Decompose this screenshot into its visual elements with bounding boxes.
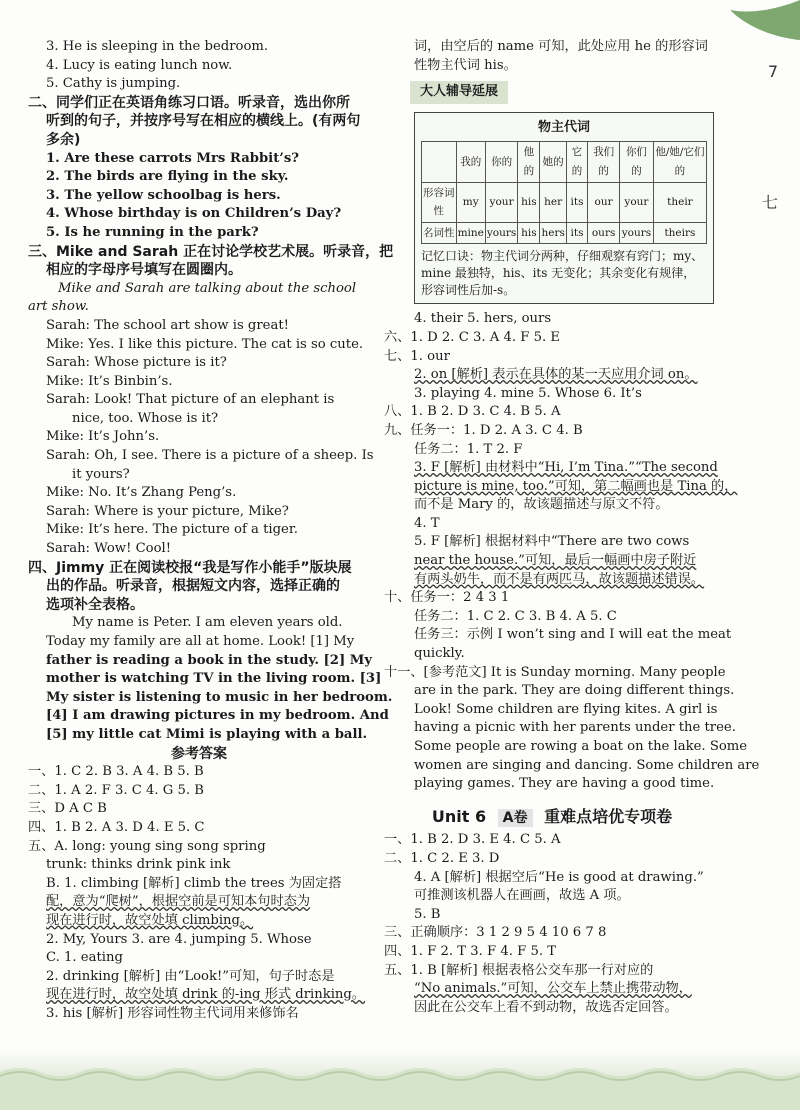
table-row	[422, 222, 707, 244]
answer-line: 2. drinking [解析] 由“Look!”可知，句子时态是	[46, 968, 335, 984]
table-cell: hers	[540, 222, 566, 244]
explanation-line: 4. A [解析] 根据空后“He is good at drawing.”	[414, 869, 704, 885]
table-cell: his	[518, 222, 540, 244]
table-cell: our	[588, 182, 620, 222]
memory-rhyme: 记忆口诀：物主代词分两种，仔细观察有窍门；my、mine 最独特，his、its 无变化；其余变化有规律，形容词性后加-s。	[421, 249, 704, 298]
unit-badge: A卷	[498, 809, 533, 828]
answer-line: 七、1. our	[384, 348, 450, 364]
pronoun-box	[414, 112, 714, 305]
explanation-line: 2. on [解析] 表示在具体的某一天应用介词 on。	[414, 367, 698, 383]
answer-line: 三、正确顺序：3 1 2 9 5 4 10 6 7 8	[384, 925, 607, 941]
table-cell: my	[456, 182, 485, 222]
dialogue-line: Sarah: Whose picture is it?	[46, 355, 227, 371]
answer-line: 4. T	[414, 515, 440, 531]
section-heading: 四、Jimmy 正在阅读校报“我是写作小能手”版块展	[28, 559, 352, 576]
dialogue-line: Mike: It’s Binbin’s.	[46, 373, 173, 389]
table-cell: 它的	[566, 142, 587, 182]
answer-line: 2. My, Yours 3. are 4. jumping 5. Whose	[46, 931, 312, 947]
answer-line: 五、A. long: young sing song spring	[28, 838, 266, 854]
table-cell: their	[653, 182, 706, 222]
dialogue-line: Sarah: Look! That picture of an elephant is	[46, 392, 335, 408]
table-cell: 他的	[518, 142, 540, 182]
explanation-line: 词，由空后的 name 可知，此处应用 he 的形容词	[414, 39, 708, 54]
dialogue-line: Sarah: Wow! Cool!	[46, 541, 172, 557]
passage-line: [5] my little cat Mimi is playing with a ball.	[46, 726, 368, 742]
section-heading: 选项补全表格。	[46, 596, 144, 613]
passage-line: mother is watching TV in the living room. [3]	[46, 671, 382, 687]
section-heading: 相应的字母序号填写在圆圈内。	[46, 262, 242, 279]
explanation-line: 性物主代词 his。	[414, 57, 517, 73]
table-cell: 我的	[456, 142, 485, 182]
answer-line: 一、1. B 2. D 3. E 4. C 5. A	[384, 832, 561, 848]
answer-line: 一、1. C 2. B 3. A 4. B 5. B	[28, 764, 204, 780]
passage-line: father is reading a book in the study. [2] My	[46, 652, 373, 668]
side-chapter-mark: 七	[761, 193, 778, 212]
tutor-extension-banner: 大人辅导延展	[410, 81, 508, 104]
answer-line: 5. B	[414, 906, 441, 922]
side-page-mark: 7	[767, 62, 778, 81]
answer-line: B. 1. climbing [解析] climb the trees 为固定搭	[46, 875, 342, 891]
answer-line: 八、1. B 2. D 3. C 4. B 5. A	[384, 404, 561, 420]
essay-line: playing games. They are having a good time.	[414, 776, 715, 792]
explanation-line: 可推测该机器人在画画，故选 A 项。	[414, 888, 630, 904]
essay-line: Some people are rowing a boat on the lake. Some	[414, 739, 748, 754]
table-cell: mine	[456, 222, 485, 244]
answer-line: 任务二：1. T 2. F	[414, 441, 523, 457]
sentence-line: 4. Whose birthday is on Children’s Day?	[46, 206, 342, 222]
unit-title: 重难点培优专项卷	[544, 806, 673, 826]
wave-border-icon	[0, 1050, 800, 1110]
explanation-line: 现在进行时，故空处填 drink 的-ing 形式 drinking。	[46, 987, 366, 1003]
answer-line: 二、1. A 2. F 3. C 4. G 5. B	[28, 782, 205, 798]
passage-line: My sister is listening to music in her bedroom.	[46, 689, 393, 705]
corner-leaf-decoration	[710, 0, 800, 50]
essay-line: are in the park. They are doing different things.	[414, 683, 735, 699]
explanation-line: near the house.”可知，最后一幅画中房子附近	[414, 553, 697, 569]
section-heading: 三、Mike and Sarah 正在讨论学校艺术展。听录音，把	[28, 243, 394, 260]
answer-line: 5. Cathy is jumping.	[46, 76, 181, 92]
answer-line: 3. his [解析] 形容词性物主代词用来修饰名	[46, 1005, 299, 1021]
dialogue-line: Sarah: Oh, I see. There is a picture of a sheep. Is	[46, 448, 374, 464]
section-heading: 二、同学们正在英语角练习口语。听录音，选出你所	[28, 94, 350, 111]
explanation-line: 5. F [解析] 根据材料中“There are two cows	[414, 534, 690, 550]
unit-heading	[384, 808, 720, 828]
essay-line: having a picnic with her parents under the tree.	[414, 720, 736, 736]
answer-line: C. 1. eating	[46, 950, 123, 966]
table-cell: 你们的	[620, 142, 654, 182]
table-cell: your	[485, 182, 517, 222]
answer-line: 任务三：示例 I won’t sing and I will eat the meat	[414, 627, 732, 643]
answer-line: 3. playing 4. mine 5. Whose 6. It’s	[414, 385, 642, 401]
dialogue-line: it yours?	[72, 466, 130, 482]
right-column	[384, 38, 760, 1017]
dialogue-line: Mike: It’s John’s.	[46, 429, 160, 445]
passage-line: Today my family are all at home. Look! [1] My	[46, 634, 355, 649]
essay-line: women are singing and dancing. Some children are	[414, 757, 760, 773]
answer-line: quickly.	[414, 646, 465, 662]
answer-line: 九、任务一：1. D 2. A 3. C 4. B	[384, 422, 583, 438]
answer-line: 二、1. C 2. E 3. D	[384, 850, 500, 866]
answer-line: 三、D A C B	[28, 801, 107, 817]
answer-line: 4. Lucy is eating lunch now.	[46, 57, 233, 73]
table-cell: his	[518, 182, 540, 222]
dialogue-line: Mike: Yes. I like this picture. The cat is so cute.	[46, 336, 364, 352]
table-cell: 形容词性	[422, 182, 457, 222]
table-cell: yours	[620, 222, 654, 244]
pronoun-table-title: 物主代词	[537, 119, 590, 135]
table-cell: your	[620, 182, 654, 222]
answer-line: trunk: thinks drink pink ink	[46, 857, 231, 873]
explanation-line: picture is mine, too.”可知，第二幅画也是 Tina 的，	[414, 478, 738, 494]
table-cell: its	[566, 222, 587, 244]
table-cell: 名词性	[422, 222, 457, 244]
essay-line: 十一、[参考范文] It is Sunday morning. Many people	[384, 664, 726, 680]
explanation-line: 配，意为“爬树”，根据空前是可知本句时态为	[46, 894, 311, 910]
section-heading: 出的作品。听录音，根据短文内容，选择正确的	[46, 578, 340, 595]
table-cell: ours	[588, 222, 620, 244]
explanation-line: 3. F [解析] 由材料中“Hi, I’m Tina.”“The second	[414, 460, 718, 476]
unit-name: Unit 6	[431, 806, 487, 826]
dialogue-intro: art show.	[28, 299, 89, 315]
answer-line: 四、1. B 2. A 3. D 4. E 5. C	[28, 819, 205, 835]
answer-line: 四、1. F 2. T 3. F 4. F 5. T	[384, 943, 557, 959]
answer-line: 4. their 5. hers, ours	[414, 311, 552, 327]
sentence-line: 3. The yellow schoolbag is hers.	[46, 187, 281, 203]
table-cell: theirs	[653, 222, 706, 244]
answer-key-title: 参考答案	[171, 745, 227, 762]
dialogue-line: Sarah: The school art show is great!	[46, 317, 289, 333]
essay-line: Look! Some children are flying kites. A girl is	[414, 701, 718, 717]
dialogue-intro: Mike and Sarah are talking about the school	[58, 280, 357, 296]
answer-line: 3. He is sleeping in the bedroom.	[46, 39, 269, 54]
explanation-line: 因此在公交车上看不到动物，故选否定回答。	[414, 999, 678, 1015]
pronoun-table	[421, 141, 707, 244]
dialogue-line: Mike: No. It’s Zhang Peng’s.	[46, 485, 237, 501]
answer-line: 任务二：1. C 2. C 3. B 4. A 5. C	[414, 608, 617, 624]
table-cell: 她的	[540, 142, 566, 182]
table-header-row	[422, 142, 707, 182]
passage-line: My name is Peter. I am eleven years old.	[72, 615, 343, 631]
answer-line: 六、1. D 2. C 3. A 4. F 5. E	[384, 329, 560, 345]
sentence-line: 1. Are these carrots Mrs Rabbit’s?	[46, 150, 300, 166]
sentence-line: 5. Is he running in the park?	[46, 224, 259, 240]
table-cell	[422, 142, 457, 182]
table-cell: 他/她/它们的	[653, 142, 706, 182]
explanation-line: 有两头奶牛，而不是有两匹马，故该题描述错误。	[414, 571, 705, 587]
dialogue-line: nice, too. Whose is it?	[72, 410, 219, 426]
table-cell: 你的	[485, 142, 517, 182]
table-cell: yours	[485, 222, 517, 244]
footer-decoration	[0, 1050, 800, 1110]
explanation-line: “No animals.”可知，公交车上禁止携带动物，	[414, 981, 692, 997]
dialogue-line: Sarah: Where is your picture, Mike?	[46, 503, 289, 519]
section-heading: 听到的句子，并按序号写在相应的横线上。(有两句	[46, 113, 361, 130]
table-cell: its	[566, 182, 587, 222]
sentence-line: 2. The birds are flying in the sky.	[46, 169, 289, 185]
table-cell: her	[540, 182, 566, 222]
explanation-line: 而不是 Mary 的，故该题描述与原文不符。	[414, 497, 669, 513]
table-row	[422, 182, 707, 222]
left-column	[28, 38, 394, 1023]
answer-line: 十、任务一：2 4 3 1	[384, 590, 510, 606]
dialogue-line: Mike: It’s here. The picture of a tiger.	[46, 522, 298, 538]
passage-line: [4] I am drawing pictures in my bedroom. And	[46, 708, 389, 724]
section-heading: 多余)	[46, 131, 81, 148]
explanation-line: 五、1. B [解析] 根据表格公交车那一行对应的	[384, 962, 654, 978]
table-cell: 我们的	[588, 142, 620, 182]
explanation-line: 现在进行时，故空处填 climbing。	[46, 912, 254, 928]
